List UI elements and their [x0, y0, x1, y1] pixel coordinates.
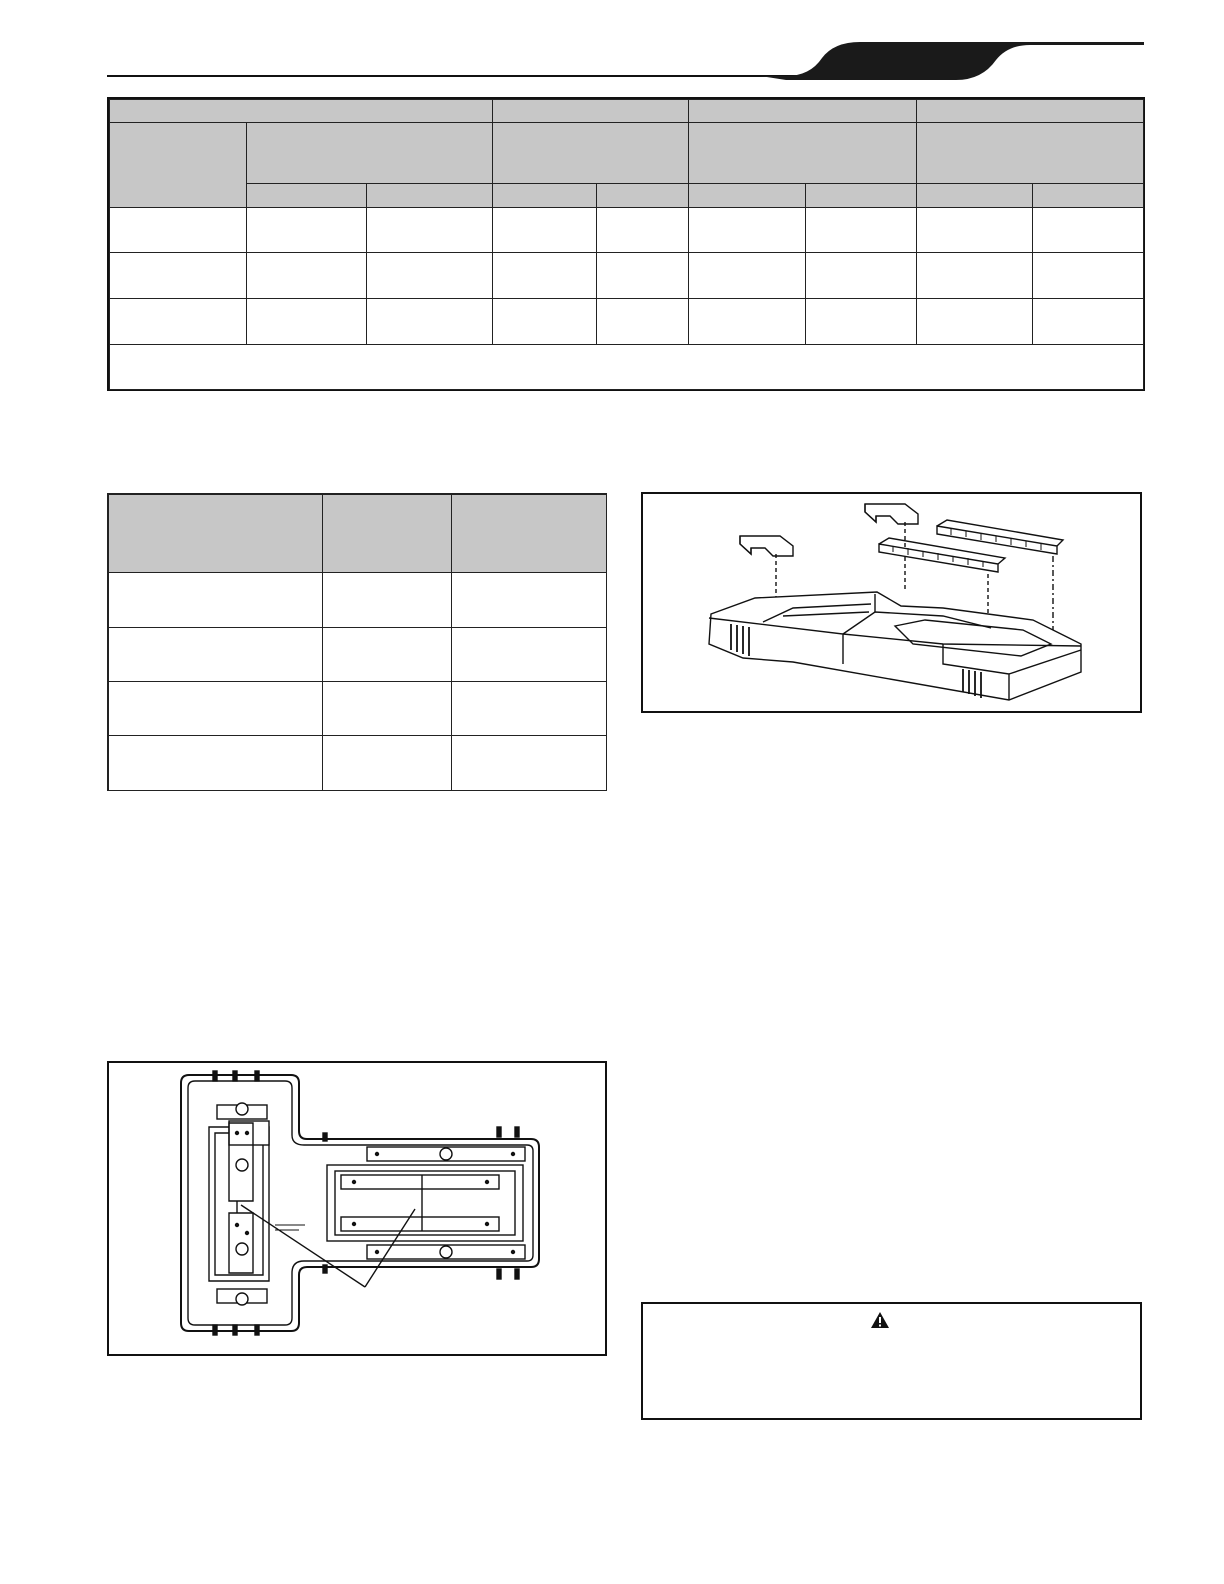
- dimension-header-cell: [109, 495, 323, 573]
- table-cell: [110, 253, 247, 299]
- table-cell: [109, 736, 323, 791]
- table-cell: [597, 253, 689, 299]
- table-row: [109, 628, 607, 682]
- table-cell: [452, 682, 607, 736]
- table-cell: [247, 253, 367, 299]
- spec-header-cell: [493, 123, 689, 184]
- spec-table: [107, 97, 1145, 391]
- dimension-table: [107, 493, 607, 791]
- table-row: [109, 736, 607, 791]
- table-cell: [806, 299, 917, 345]
- table-cell: [109, 573, 323, 628]
- warning-triangle-icon: [870, 1311, 890, 1329]
- table-cell: [367, 208, 493, 253]
- table-cell: [597, 208, 689, 253]
- table-note-row: [110, 345, 1144, 390]
- table-cell: [367, 253, 493, 299]
- spec-subheader-cell: [806, 184, 917, 208]
- table-row: [110, 208, 1144, 253]
- header-rule: [107, 75, 797, 77]
- table-cell: [323, 573, 452, 628]
- dimension-header-cell: [323, 495, 452, 573]
- table-row: [110, 253, 1144, 299]
- table-cell: [689, 208, 806, 253]
- table-cell: [917, 208, 1033, 253]
- spec-header-cell: [493, 100, 689, 123]
- dimension-table-header-row: [109, 495, 607, 573]
- spec-subheader-cell: [689, 184, 806, 208]
- spec-table-header-row-2: [110, 123, 1144, 184]
- exploded-base-illustration-icon: [643, 494, 1140, 711]
- table-row: [109, 573, 607, 628]
- figure-base-top-view: [107, 1061, 607, 1356]
- table-cell: [247, 299, 367, 345]
- spec-header-cell: [247, 123, 493, 184]
- spec-header-cell: [110, 123, 247, 208]
- table-cell: [806, 253, 917, 299]
- figure-exploded-base: [641, 492, 1142, 713]
- dimension-header-cell: [452, 495, 607, 573]
- warning-box: [641, 1302, 1142, 1420]
- spec-subheader-cell: [247, 184, 367, 208]
- table-cell: [452, 628, 607, 682]
- spec-subheader-cell: [367, 184, 493, 208]
- spec-table-header-row-1: [110, 100, 1144, 123]
- table-cell: [1033, 299, 1144, 345]
- spec-header-cell: [917, 123, 1144, 184]
- table-cell: [247, 208, 367, 253]
- table-row: [109, 682, 607, 736]
- table-cell: [689, 299, 806, 345]
- table-cell: [323, 682, 452, 736]
- base-top-view-illustration-icon: [109, 1063, 605, 1354]
- spec-header-cell: [689, 100, 917, 123]
- table-cell: [493, 208, 597, 253]
- table-cell: [110, 299, 247, 345]
- spec-subheader-cell: [597, 184, 689, 208]
- table-cell: [806, 208, 917, 253]
- table-cell: [109, 682, 323, 736]
- table-cell: [109, 628, 323, 682]
- table-cell: [493, 299, 597, 345]
- table-cell: [1033, 253, 1144, 299]
- table-cell: [917, 299, 1033, 345]
- spec-subheader-cell: [493, 184, 597, 208]
- spec-header-cell: [110, 100, 493, 123]
- spec-table-header-row-3: [110, 184, 1144, 208]
- header-tab-shape: [760, 36, 1144, 82]
- table-cell: [452, 573, 607, 628]
- spec-header-cell: [917, 100, 1144, 123]
- table-cell: [1033, 208, 1144, 253]
- table-cell: [917, 253, 1033, 299]
- table-note-cell: [110, 345, 1144, 390]
- table-cell: [367, 299, 493, 345]
- spec-subheader-cell: [917, 184, 1033, 208]
- table-cell: [323, 628, 452, 682]
- table-cell: [110, 208, 247, 253]
- table-cell: [323, 736, 452, 791]
- table-cell: [452, 736, 607, 791]
- table-cell: [493, 253, 597, 299]
- table-row: [110, 299, 1144, 345]
- table-cell: [597, 299, 689, 345]
- spec-subheader-cell: [1033, 184, 1144, 208]
- table-cell: [689, 253, 806, 299]
- spec-header-cell: [689, 123, 917, 184]
